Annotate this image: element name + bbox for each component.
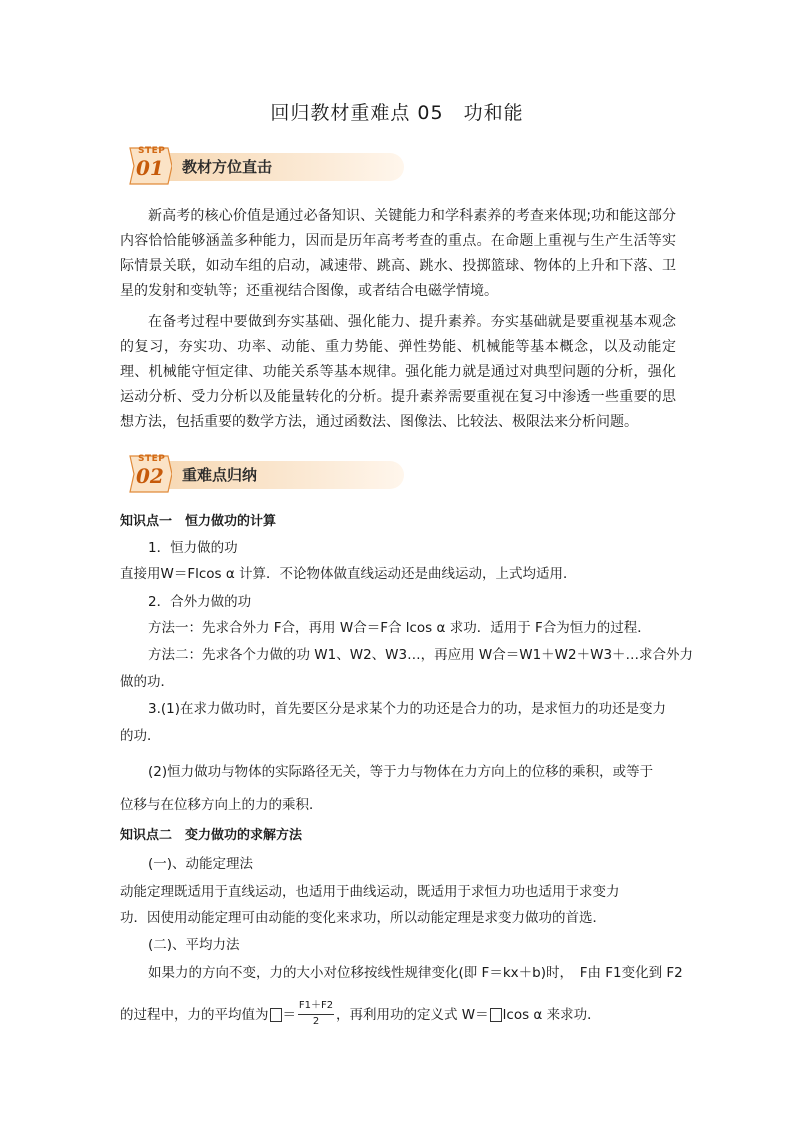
average-force-symbol (270, 1008, 282, 1022)
fraction-bar (298, 1014, 334, 1015)
kp1-s1-text: 直接用W＝Flcos α 计算．不论物体做直线运动还是曲线运动，上式均适用． (120, 566, 577, 582)
kp1-heading: 知识点一 恒力做功的计算 (120, 514, 277, 529)
kp1-method1: 方法一：先求合外力 F合，再用 W合＝F合 lcos α 求功．适用于 F合为恒力的过程． (148, 620, 651, 636)
average-force-symbol (490, 1008, 502, 1022)
kp2-b-text-line1: 如果力的方向不变，力的大小对位移按线性规律变化(即 F＝kx＋b)时， F由 F1变化到 F2 (148, 965, 683, 981)
step-word: STEP (138, 454, 166, 464)
kp2-b-text-part1: 的过程中，力的平均值为 (120, 1007, 269, 1023)
kp1-s2-title: 2．合外力做的功 (148, 594, 252, 610)
page-title: 回归教材重难点 05 功和能 (270, 102, 524, 124)
kp1-method2-line1: 方法二：先求各个力做的功 W1、W2、W3…，再应用 W合＝W1＋W2＋W3＋…求合外力 (148, 647, 694, 663)
step-01-banner (120, 144, 320, 188)
fraction-denominator: 2 (312, 1016, 320, 1027)
step-word: STEP (138, 146, 166, 156)
kp1-s3-line1: 3.(1)在求力做功时，首先要区分是求某个力的功还是合力的功，是求恒力的功还是变力 (148, 701, 667, 717)
kp1-s1-title: 1．恒力做的功 (148, 540, 238, 556)
kp2-b-text-part3: lcos α 来求功． (502, 1007, 601, 1023)
kp2-a-text-line2: 功．因使用动能定理可由动能的变化来求功，所以动能定理是求变力做功的首选． (120, 910, 606, 926)
kp2-b-text-part2: ，再利用功的定义式 W＝ (336, 1007, 489, 1023)
kp2-a-text-line1: 动能定理既适用于直线运动，也适用于曲线运动，既适用于求恒力功也适用于求变力 (120, 884, 620, 900)
step-number: 01 (136, 156, 164, 180)
kp2-a-title: (一)、动能定理法 (148, 856, 254, 872)
step-number: 02 (136, 464, 164, 488)
average-force-fraction (296, 1000, 336, 1030)
step-label: 重难点归纳 (182, 466, 258, 484)
kp2-heading: 知识点二 变力做功的求解方法 (120, 828, 303, 843)
kp1-s3-line3: (2)恒力做功与物体的实际路径无关，等于力与物体在力方向上的位移的乘积，或等于 (148, 764, 654, 780)
kp2-b-title: (二)、平均力法 (148, 937, 240, 953)
kp1-s3-line4: 位移与在位移方向上的力的乘积． (120, 797, 323, 813)
intro-paragraph-1: 新高考的核心价值是通过必备知识、关键能力和学科素养的考查来体现;功和能这部分内容恰恰能够涵盖多种能力，因而是历年高考考查的重点。在命题上重视与生产生活等实际情景关联，如动车组的启动，减速带、跳高、跳水、投掷篮球、物体的上升和下落、卫星的发射和变轨等；还重视结合图像，或者结合电磁学情境。 (120, 208, 676, 299)
kp2-b-text-line2: 的过程中，力的平均值为 ＝ $\frac{F1+F2}{2}$ ，再利用功的定义式 W＝ lcos α 来求功． (120, 1000, 680, 1030)
kp1-s3-line2: 的功． (120, 728, 161, 744)
intro-paragraph-2: 在备考过程中要做到夯实基础、强化能力、提升素养。夯实基础就是要重视基本观念的复习，夯实功、功率、动能、重力势能、弹性势能、机械能等基本概念，以及动能定理、机械能守恒定律、功能关系等基本规律。强化能力就是通过对典型问题的分析，强化运动分析、受力分析以及能量转化的分析。提升素养需要重视在复习中渗透一些重要的思想方法，包括重要的数学方法，通过函数法、图像法、比较法、极限法来分析问题。 (120, 314, 676, 430)
step-label: 教材方位直击 (182, 158, 273, 176)
fraction-numerator: F1＋F2 (298, 1000, 334, 1011)
step-02-banner (120, 452, 320, 496)
kp1-method2-line2: 做的功． (120, 674, 174, 690)
